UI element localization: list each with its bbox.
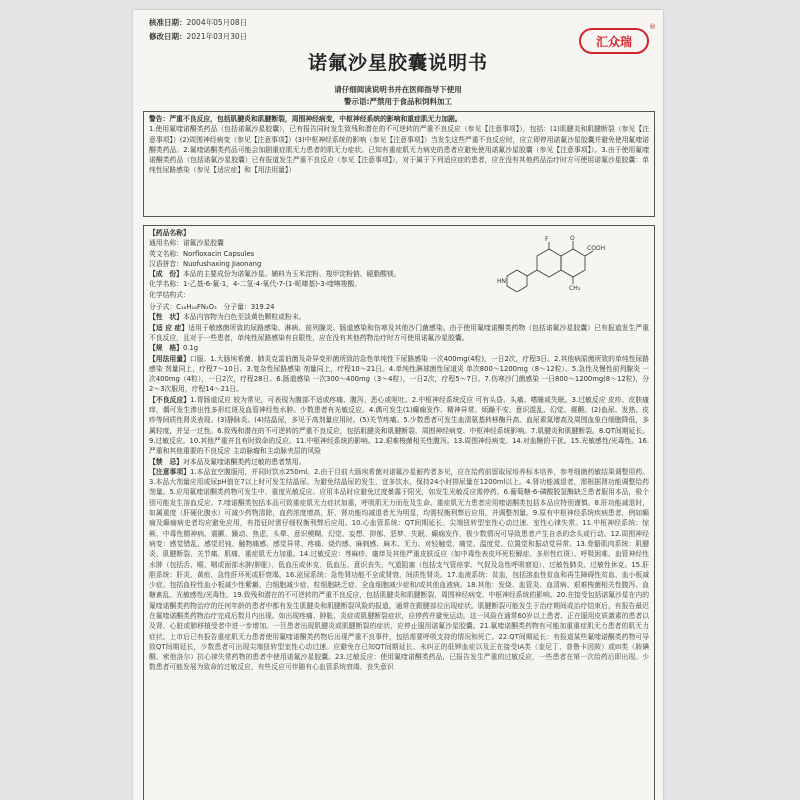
svg-text:F: F (545, 236, 549, 243)
molecular-formula: 分子式：C₁₆H₁₈FN₃O₃ 分子量：319.24 (149, 303, 275, 312)
revision-date-line: 修改日期：2021年03月30日 (149, 32, 248, 41)
ingredients-line: 【成 份】本品的主要成份为诺氟沙星。辅料为玉米淀粉、羧甲淀粉钠、硬脂酸镁。 (149, 270, 401, 279)
document-title: 诺氟沙星胶囊说明书 (307, 52, 488, 74)
adverse-section: 【不良反应】1.胃肠道反应 较为常见，可表现为腹部不适或疼痛、腹泻、恶心或呕吐。2.中枢神经系统反应 可有头昏、头痛、嗜睡或失眠。3.过敏反应 皮疹、皮肤瘙痒，偶可发生渗出性多形红斑及血管神经性水肿。少数患者有光敏反应。4.偶可发生(1)癫痫发作、精神异常、烦躁不安、意识混乱、幻觉、震颤。(2)血尿、发热、皮疹等间质性肾炎表现。(3)静脉炎。(4)结晶尿，多见于高剂量应用时。(5)关节疼痛。5.少数患者可发生血清氨基转移酶升高、血尿素氮增高及周围血象白细胞降低，多属轻度，并呈一过性。6.致残和潜在的不可逆转的严重不良反应，包括肌腱炎和肌腱断裂、周围神经病变、中枢神经系统影响。7.肌腱炎和肌腱断裂。8.QT间期延长。9.过敏反应。10.其他严重并且有时致命的反应。11.中枢神经系统的影响。12.艰难梭菌相关性腹泻。13.周围神经病变。14.对血糖的干扰。15.光敏感性/光毒性。16.严重和其他重要的不良反应 主动脉瘤和主动脉夹层的风险 (149, 395, 650, 456)
structure-label: 化学结构式： (149, 290, 190, 299)
character-section: 【性 状】本品内容物为白色至淡黄色颗粒或粉末。 (149, 313, 306, 322)
dosage-section: 【用法用量】口服。1.大肠埃希菌、肺炎克雷伯菌及奇异变形菌所致的急性单纯性下尿路感染 一次400mg(4粒)，一日2次，疗程3日。2.其他病原菌所致的单纯性尿路感染 剂量同上，疗程7～10日。3.复杂性尿路感染 剂量同上，疗程10～21日。4.单纯性淋球菌性尿道炎 单次800～1200mg（8～12粒）。5.急性及慢性前列腺炎 一次400mg（4粒），一日2次，疗程28日。6.肠道感染 一次300～400mg（3～4粒），一日2次，疗程5～7日。7.伤寒沙门菌感染 一日800～1200mg(8～12粒)，分2～3次服用，疗程14～21日。 (149, 354, 649, 394)
warning-body: 1.使用氟喹诺酮类药品（包括诺氟沙星胶囊），已有报告同时发生致残和潜在的不可逆转的严重不良反应（参见【注意事项】），包括：(1)肌腱炎和肌腱断裂（参见【注意事项】）(2)周围神经病变（参见【注意事项】）(3)中枢神经系统的影响（参见【注意事项】）当发生这些严重不良反应时，应立即停用诺氟沙星胶囊并避免使用氟喹诺酮类药品。2.氟喹诺酮类药品可能会加剧重症肌无力患者的肌无力症状。已知有重症肌无力病史的患者应避免使用诺氟沙星胶囊（参见【注意事项】）。3.由于使用氟喹诺酮类药品（包括诺氟沙星胶囊）已有报道发生严重不良反应（参见【注意事项】），对于属于下列适应症的患者，应在没有其他药品治疗时方可使用诺氟沙星胶囊：单纯性尿路感染（参见【适应症】和【用法用量】） (149, 125, 649, 175)
brand-logo: 汇众瑞 ® (579, 28, 649, 54)
indication-section: 【适 应 症】适用于敏感菌所致的尿路感染、淋病、前列腺炎、肠道感染和伤寒及其他沙门菌感染。由于使用氟喹诺酮类药物（包括诺氟沙星胶囊）已有报道发生严重不良反应，且对于一些患者，单纯性尿路感染有自限性，应在没有其他药物治疗时方可使用诺氟沙星胶囊。 (149, 323, 650, 342)
pinyin-name: 汉语拼音：Nuofushaxing Jiaonang (149, 259, 262, 268)
svg-text:COOH: COOH (587, 245, 606, 252)
contraindication-section: 【禁 忌】对本品及氟喹诺酮类药过敏的患者禁用。 (149, 457, 306, 466)
spec-section: 【规 格】0.1g (149, 344, 199, 353)
drug-name-heading: 【药品名称】 (149, 229, 190, 237)
approval-date-line: 核准日期：2004年05月08日 (149, 18, 248, 27)
subtitle-warning: 警示语:严禁用于食品和饲料加工 (344, 97, 452, 106)
generic-name: 通用名称：诺氟沙星胶囊 (149, 239, 224, 248)
svg-text:O: O (570, 235, 575, 242)
chemical-name-line: 化学名称：1-乙基-6-氟-1，4-二氢-4-氧代-7-(1-哌嗪基)-3-喹啉羧酸。 (149, 280, 362, 289)
warning-heading: 警告：严重不良反应，包括肌腱炎和肌腱断裂，周围神经病变，中枢神经系统的影响和重症肌无力加剧。 (149, 115, 462, 123)
subtitle-read-carefully: 请仔细阅读说明书并在医师指导下使用 (334, 85, 462, 94)
main-content-box (143, 225, 655, 800)
svg-text:CH₃: CH₃ (569, 285, 581, 292)
english-name: 英文名称：Norfloxacin Capsules (149, 249, 255, 258)
svg-text:HN: HN (497, 278, 506, 285)
warning-box (143, 111, 655, 217)
instruction-sheet (133, 10, 663, 800)
top-section (149, 228, 649, 312)
precautions-section: 【注意事项】1.本品宜空腹服用，并同时饮水250ml。2.由于目前大肠埃希菌对诺氟沙星耐药者多见，应在给药前留取尿培养标本培养，参考细菌药敏结果调整用药。3.本品大剂量应用或尿pH值在7以上时可发生结晶尿。为避免结晶尿的发生，宜多饮水，保持24小时排尿量在1200ml以上。4.肾功能减退者，需根据肾功能调整给药剂量。5.应用氟喹诺酮类药物可发生中、重度光敏反应。应用本品时应避免过度暴露于阳光，如发生光敏反应需停药。6.葡萄糖-6-磷酸脱氢酶缺乏患者服用本品，极个别可能发生溶血反应。7.喹诺酮类包括本品可致重症肌无力症状加重，呼吸肌无力而危及生命。重症肌无力患者应用喹诺酮类包括本品应特别谨慎。8.肝功能减退时，如属重度（肝硬化腹水）可减少药物清除，血药浓度增高，肝、肾功能均减退者尤为明显，均需权衡利弊后应用，并调整剂量。9.原有中枢神经系统疾病患者，例如癫痫及癫痫病史者均应避免应用，有指征时需仔细权衡利弊后应用。10.心血管系统：QT间期延长、尖端扭转型室性心动过速、室性心律失常。11.中枢神经系统：惊厥、中毒性精神病、震颤、躁动、焦虑、头晕、意识模糊、幻觉、妄想、抑郁、恶梦、失眠、癫痫发作，极少数情况可导致患者产生自杀的念头或行动。12.周围神经病变：感觉错乱、感觉迟钝、触物痛感、感觉异常、疼痛、烧灼感、麻刺感、麻木、无力、对轻触觉、痛觉、温度觉、位置觉和振动觉异常。13.骨骼肌肉系统：肌腱炎、肌腱断裂、关节痛、肌痛、重症肌无力加重。14.过敏反应：荨麻疹、瘙痒及其他严重皮肤反应（如中毒性表皮坏死松解症、多形性红斑）、呼吸困难、血管神经性水肿（包括舌、喉、咽或面部水肿/肿胀）、低血压或休克、低血压、意识丧失、气道阻塞（包括支气管痉挛、气促及急性呼吸窘迫）、过敏性肺炎、过敏性休克。15.肝胆系统：肝炎、黄疸、急性肝坏死或肝衰竭。16.泌尿系统：急性肾功能不全或肾衰、间质性肾炎。17.血液系统：贫血，包括溶血性贫血和再生障碍性贫血、血小板减少症、包括血栓性血小板减少性紫癜、白细胞减少症、粒细胞缺乏症、全血细胞减少症和/或其他血液病。18.其他：发烧、血管炎、血清病、艰难梭菌相关性腹泻、血糖紊乱、光敏感性/光毒性。19.致残和潜在的不可逆转的严重不良反应，包括肌腱炎和肌腱断裂、周围神经病变、中枢神经系统的影响。20.在接受包括诺氟沙星在内的氟喹诺酮类药物治疗的任何年龄的患者中都有发生肌腱炎和肌腱断裂风险的报道，通常在跟腱部位出现症状。肌腱断裂可能发生于治疗期间或治疗结束后，有报告最迟在氟喹诺酮类药物治疗完成后数月内出现。如出现疼痛、肿胀、炎症或肌腱断裂症状，应停药并避免运动。这一风险在通常60岁以上患者、正在服用皮质激素的患者以及肾、心脏或肺移植受者中进一步增加。一旦患者出现肌腱炎或肌腱断裂的症状，应停止服用诺氟沙星胶囊。21.氟喹诺酮类药物有可能加重重症肌无力患者的肌无力症状。上市后已有报告重症肌无力患者使用氟喹诺酮类药物后出现严重不良事件，包括需要呼吸支持的情况和死亡。22.QT间期延长：有报道某些氟喹诺酮类药物可导致QT间期延长，少数患者可出现尖端扭转型室性心动过速。应避免在已知QT间期延长、未纠正的低钾血症以及正在接受IA类（奎尼丁、普鲁卡因胺）或III类（胺碘酮、索他洛尔）抗心律失常药物的患者中使用诺氟沙星胶囊。23.过敏反应：使用氟喹诺酮类药品，已报告发生严重的过敏反应，一些患者在第一次给药后即出现。少数患者可能发展为致命的过敏反应，有些反应可伴随有心血管系统衰竭、丧失意识 (149, 467, 650, 672)
chemical-structure-icon (497, 234, 607, 292)
